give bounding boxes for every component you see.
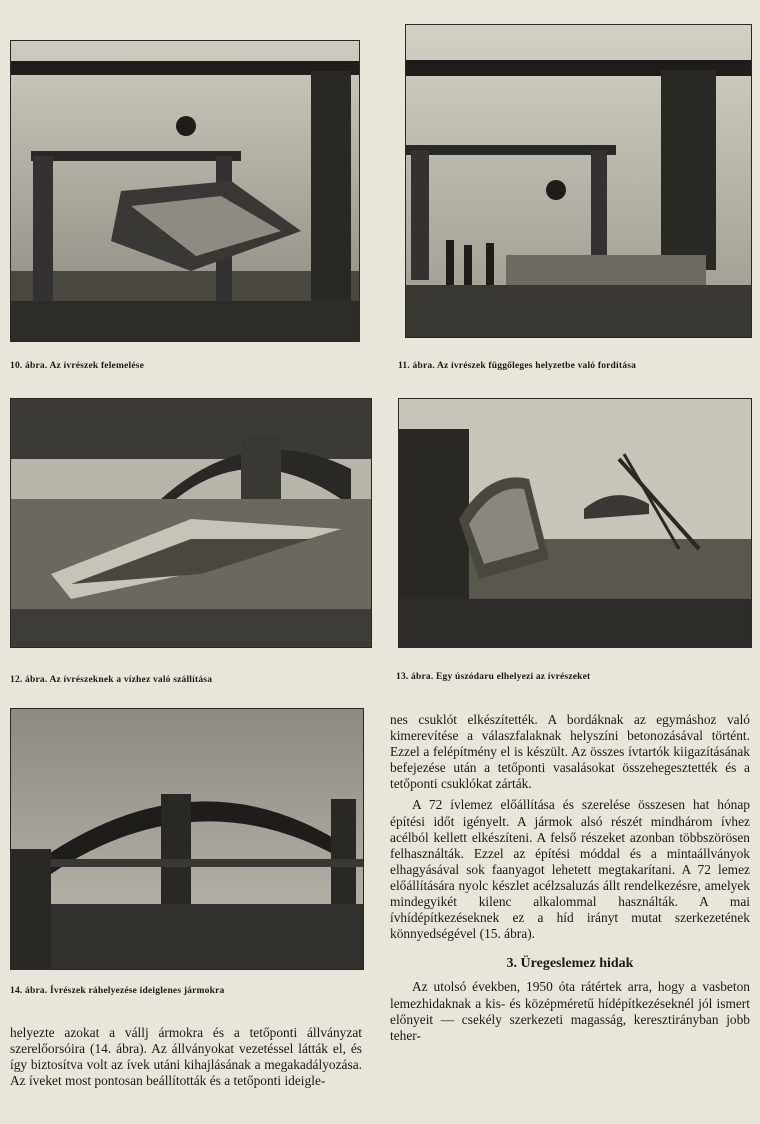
figure-12-caption: 12. ábra. Az ívrészeknek a vízhez való szállítása — [10, 675, 213, 685]
figure-13-caption: 13. ábra. Egy úszódaru elhelyezi az ívrészeket — [396, 672, 591, 682]
paragraph: A 72 ívlemez előállítása és szerelése összesen hat hónap építési időt igényelt. A jármok alsó részét mindhárom ívhez acélból kellett elkészíteni. A felső részeket azonban többszörösen felhasználták. Ezzel az építési móddal és a mintaállványok elhagyásával sok faanyagot lehetett megtakarítani. A 72 lemez előállítására nyolc készlet acélzsaluzás állt rendelkezésre, amelyek mindegyikét kilenc alkalommal használták. A mai ívhídépítkezéseknek ez a híd irányt mutat szerkezetének könnyedségével (15. ábra). — [390, 797, 750, 942]
figure-11-photo — [405, 24, 752, 338]
figure-13-photo — [398, 398, 752, 648]
figure-11-caption: 11. ábra. Az ívrészek függőleges helyzetbe való fordítása — [398, 361, 637, 371]
figure-14-photo — [10, 708, 364, 970]
paragraph: helyezte azokat a vállj ármokra és a tetőponti állványzat szerelőorsóira (14. ábra). Az állványokat vezetéssel látták el, és így biztosítva volt az ívek utáni kihajlásának a megakadályozása. Az íveket most pontosan beállították és a tetőponti ideigle- — [10, 1025, 362, 1089]
paragraph: nes csuklót elkészítették. A bordáknak az egymáshoz való kimerevítése a válaszfalaknak helyszíni betonozásával történt. Ezzel a felépítmény el is készült. Az összes ívtartók kiigazításának befejezése után a tetőponti vasalásokat összehegesztették és a tetőponti csuklókat zárták. — [390, 712, 750, 792]
right-text-column — [390, 712, 750, 1044]
figure-10-photo — [10, 40, 360, 342]
section-heading: 3. Üregeslemez hidak — [506, 956, 634, 972]
left-text-column — [10, 1025, 362, 1089]
paragraph: Az utolsó években, 1950 óta rátértek arra, hogy a vasbeton lemezhidaknak a kis- és középméretű hídépítkezéseknél jól ismert előnyeit — csekély szerkezeti magasság, keresztirányban jobb teher- — [390, 979, 750, 1043]
figure-14-caption: 14. ábra. Ívrészek ráhelyezése ideiglenes jármokra — [10, 986, 225, 996]
figure-12-photo — [10, 398, 372, 648]
figure-10-caption: 10. ábra. Az ívrészek felemelése — [10, 361, 145, 371]
